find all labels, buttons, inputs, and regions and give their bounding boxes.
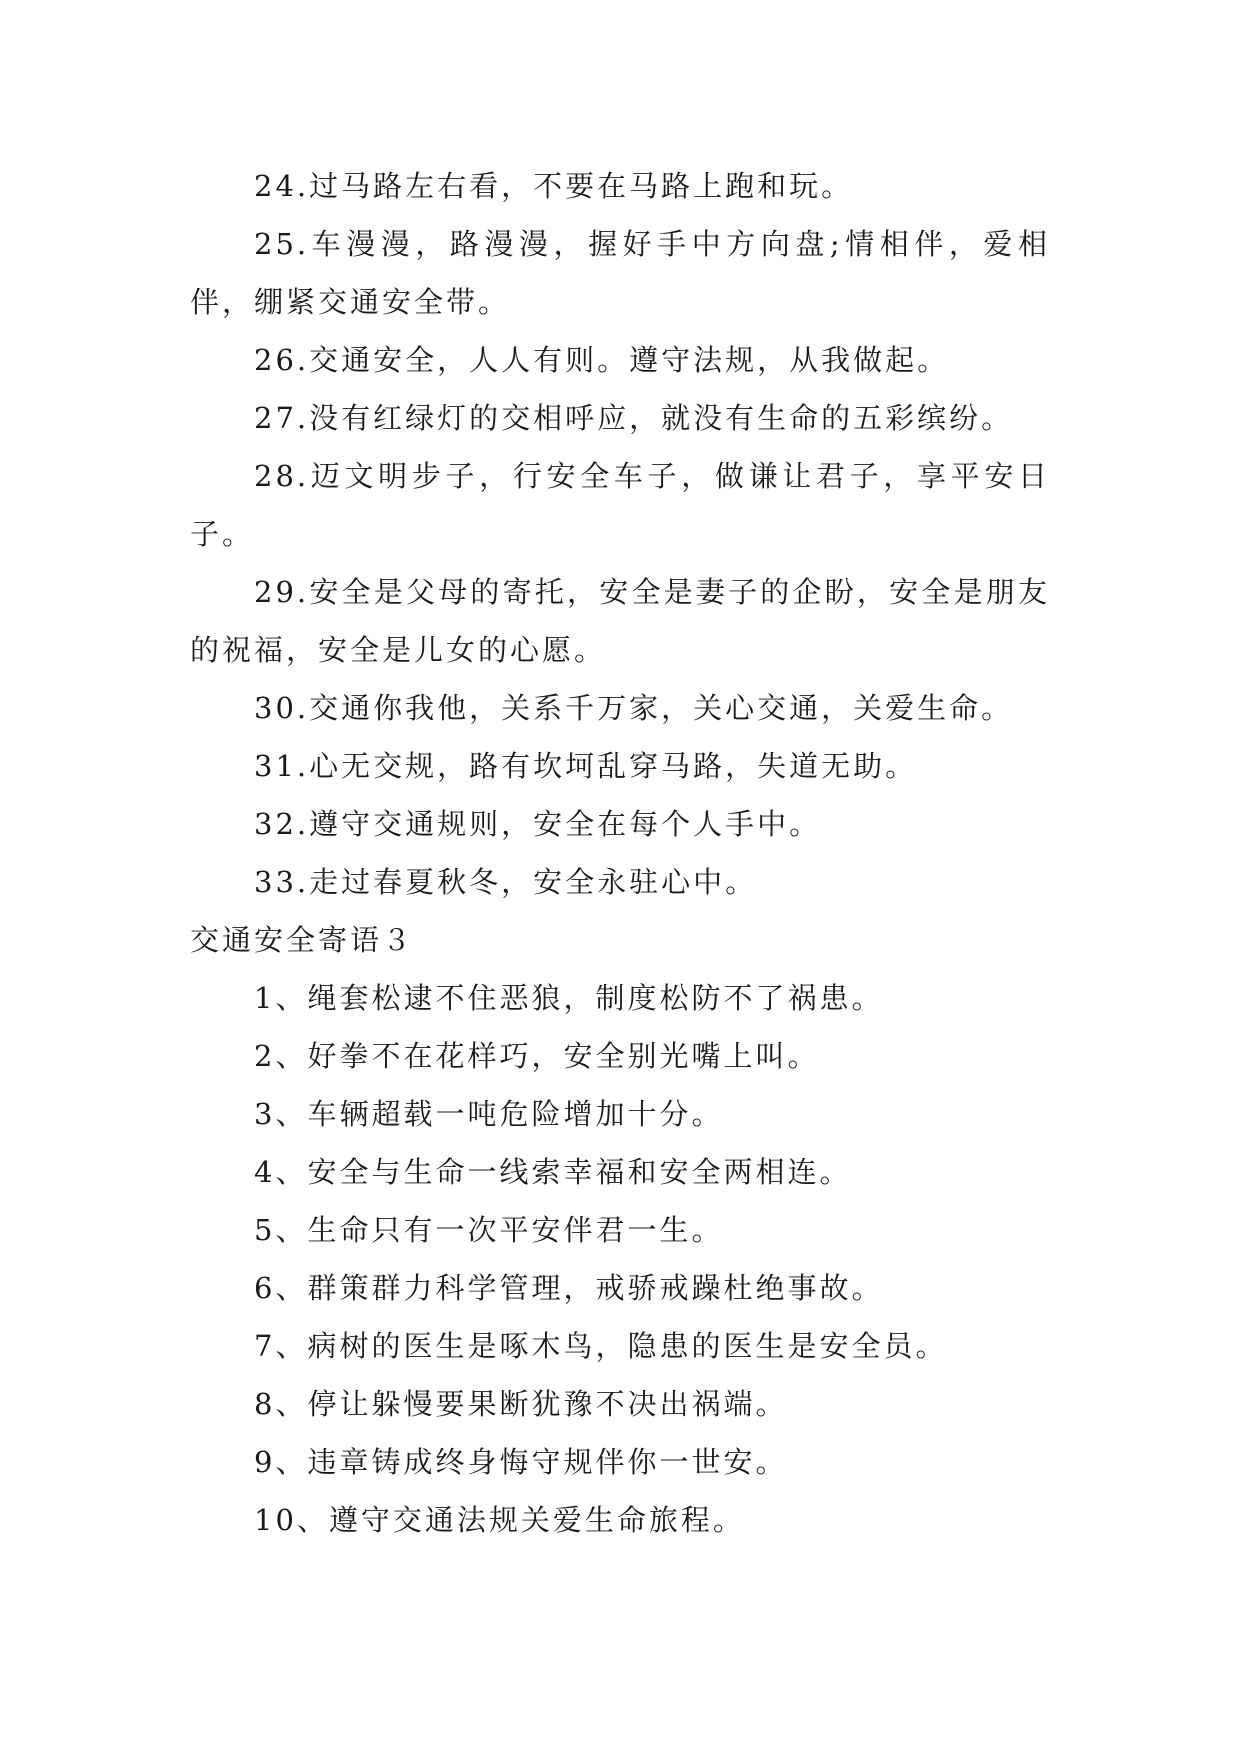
slogan-25: 25.车漫漫，路漫漫，握好手中方向盘;情相伴，爱相伴，绷紧交通安全带。	[190, 227, 1050, 319]
wish-3: 3、车辆超载一吨危险增加十分。	[254, 1097, 724, 1131]
slogan-24: 24.过马路左右看，不要在马路上跑和玩。	[254, 169, 854, 203]
slogan-32: 32.遵守交通规则，安全在每个人手中。	[254, 807, 822, 841]
wish-9: 9、违章铸成终身悔守规伴你一世安。	[254, 1445, 788, 1479]
wish-5: 5、生命只有一次平安伴君一生。	[254, 1213, 724, 1247]
slogan-33: 33.走过春夏秋冬，安全永驻心中。	[254, 865, 758, 899]
slogan-28: 28.迈文明步子，行安全车子，做谦让君子，享平安日子。	[190, 459, 1050, 551]
slogan-27: 27.没有红绿灯的交相呼应，就没有生命的五彩缤纷。	[254, 401, 1014, 435]
wish-6: 6、群策群力科学管理，戒骄戒躁杜绝事故。	[254, 1271, 884, 1305]
wish-7: 7、病树的医生是啄木鸟，隐患的医生是安全员。	[254, 1329, 948, 1363]
slogan-29: 29.安全是父母的寄托，安全是妻子的企盼，安全是朋友的祝福，安全是儿女的心愿。	[190, 575, 1050, 667]
wish-2: 2、好拳不在花样巧，安全别光嘴上叫。	[254, 1039, 820, 1073]
wish-4: 4、安全与生命一线索幸福和安全两相连。	[254, 1155, 852, 1189]
slogan-31: 31.心无交规，路有坎坷乱穿马路，失道无助。	[254, 749, 918, 783]
slogan-30: 30.交通你我他，关系千万家，关心交通，关爱生命。	[254, 691, 1014, 725]
document-body	[190, 157, 1050, 1549]
slogan-26: 26.交通安全，人人有则。遵守法规，从我做起。	[254, 343, 950, 377]
wish-8: 8、停让躲慢要果断犹豫不决出祸端。	[254, 1387, 788, 1421]
wish-1: 1、绳套松逮不住恶狼，制度松防不了祸患。	[254, 981, 884, 1015]
section-heading: 交通安全寄语３	[190, 923, 415, 957]
wish-10: 10、遵守交通法规关爱生命旅程。	[254, 1503, 745, 1537]
